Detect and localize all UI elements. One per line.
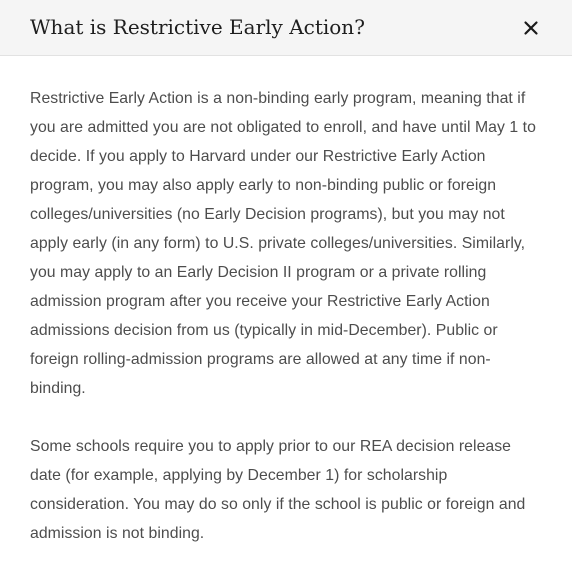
rea-definition-paragraph: Restrictive Early Action is a non-binding early program, meaning that if you are admitted you are not obligated to enroll, and have until May 1 to decide. If you apply to Harvard under our Restrictive Early Action program, you may also apply early to non-binding public or foreign colleges/universities (no Early Decision programs), but you may not apply early (in any form) to U.S. private colleges/universities. Similarly, you may apply to an Early Decision II program or a private rolling admission program after you receive your Restrictive Early Action admissions decision from us (typically in mid-December). Public or foreign rolling-admission programs are allowed at any time if non-binding. [30, 90, 536, 397]
modal-header [0, 0, 572, 56]
close-button[interactable] [518, 15, 544, 41]
scholarship-exception-paragraph: Some schools require you to apply prior to our REA decision release date (for example, applying by December 1) for scholarship consideration. You may do so only if the school is public or foreign and admission is not binding. [30, 438, 526, 542]
close-icon [518, 15, 544, 41]
modal-body [30, 84, 545, 548]
modal-title: What is Restrictive Early Action? [30, 15, 365, 39]
